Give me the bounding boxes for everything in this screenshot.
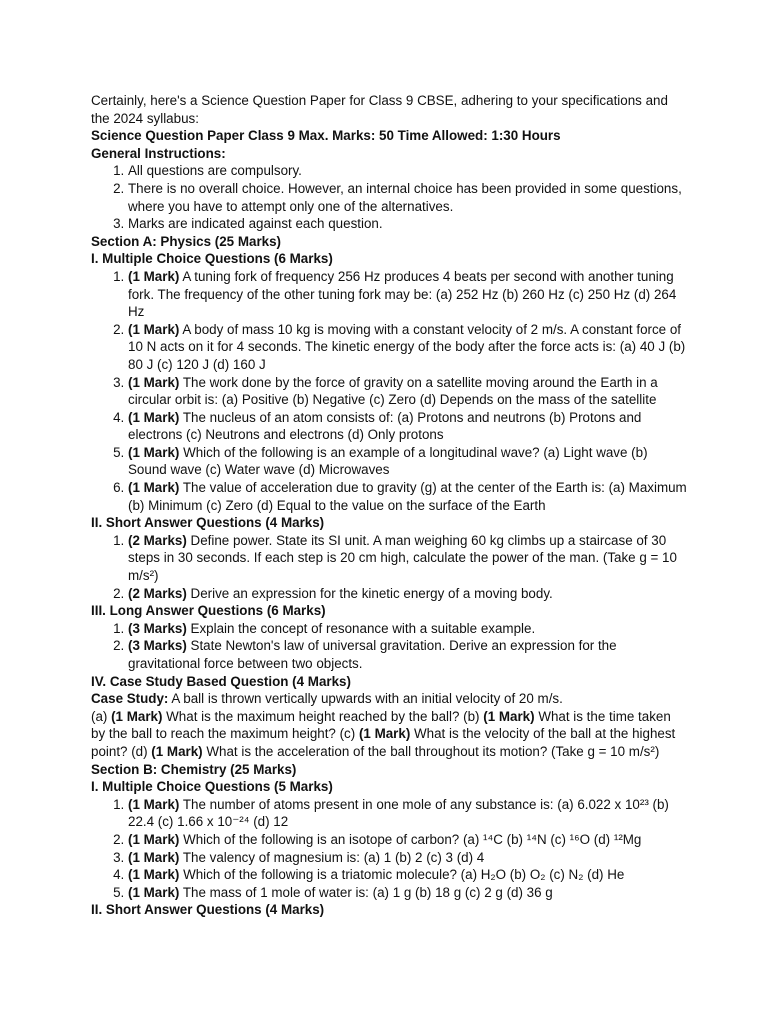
question-text: Which of the following is an example of a longitudinal wave? (a) Light wave (b) Sound wave (c) Water wave (d) Microwaves <box>128 444 648 478</box>
marks-label: (1 Mark) <box>128 444 180 460</box>
marks-label: (1 Mark) <box>358 726 411 742</box>
question-text: Derive an expression for the kinetic energy of a moving body. <box>186 585 553 601</box>
question-text: A tuning fork of frequency 256 Hz produces 4 beats per second with another tuning fork. The frequency of the other tuning fork may be: (a) 252 Hz (b) 260 Hz (c) 250 Hz (d) 264 Hz <box>128 268 677 320</box>
marks-label: (1 Mark) <box>128 409 180 425</box>
marks-label: (1 Mark) <box>128 849 180 865</box>
question-text: Explain the concept of resonance with a suitable example. <box>186 620 536 636</box>
marks-label: (1 Mark) <box>128 867 180 883</box>
case-q-text: What is the maximum height reached by the ball? (b) <box>162 708 484 724</box>
question-item <box>128 884 687 902</box>
physics-short-list <box>91 532 687 602</box>
question-item <box>128 849 687 867</box>
marks-label: (1 Mark) <box>151 743 203 759</box>
case-q-prefix: (a) <box>91 708 112 724</box>
physics-mcq-heading: I. Multiple Choice Questions (6 Marks) <box>91 251 333 267</box>
question-item <box>128 532 687 585</box>
marks-label: (3 Marks) <box>128 620 187 636</box>
physics-short-heading: II. Short Answer Questions (4 Marks) <box>91 515 325 531</box>
case-study-questions <box>91 708 687 761</box>
marks-label: (1 Mark) <box>128 321 180 337</box>
section-a-heading: Section A: Physics (25 Marks) <box>91 233 282 249</box>
question-paper <box>91 92 687 919</box>
marks-label: (1 Mark) <box>128 480 180 496</box>
case-q-text: What is the time taken by the ball to reach the maximum height? (c) <box>91 708 671 742</box>
physics-long-heading: III. Long Answer Questions (6 Marks) <box>91 603 326 619</box>
question-item <box>128 444 687 479</box>
general-instructions-heading: General Instructions: <box>91 145 226 161</box>
physics-mcq-list <box>91 268 687 514</box>
paper-title: Science Question Paper Class 9 Max. Marks: 50 Time Allowed: 1:30 Hours <box>91 128 561 144</box>
question-item <box>128 409 687 444</box>
question-item <box>128 321 687 374</box>
question-item <box>128 866 687 884</box>
question-item <box>128 479 687 514</box>
case-study-text: A ball is thrown vertically upwards with an initial velocity of 20 m/s. <box>168 691 563 707</box>
instruction-item: 1. All questions are compulsory. <box>128 162 687 180</box>
question-item <box>128 637 687 672</box>
case-q-text: What is the velocity of the ball at the highest point? (d) <box>91 726 676 759</box>
question-text: Which of the following is an isotope of carbon? (a) ¹⁴C (b) ¹⁴N (c) ¹⁶O (d) ¹²Mg <box>179 831 642 847</box>
question-text: The number of atoms present in one mole of any substance is: (a) 6.022 x 10²³ (b) 22.4 (c) 1.66 x 10⁻²⁴ (d) 12 <box>128 796 669 830</box>
case-study-heading: IV. Case Study Based Question (4 Marks) <box>91 673 351 689</box>
question-item <box>128 374 687 409</box>
marks-label: (2 Marks) <box>128 532 187 548</box>
marks-label: (1 Mark) <box>128 831 180 847</box>
question-text: State Newton's law of universal gravitation. Derive an expression for the gravitational force between two objects. <box>128 638 617 671</box>
case-study-intro <box>91 690 687 708</box>
intro-text: Certainly, here's a Science Question Paper for Class 9 CBSE, adhering to your specifications and the 2024 syllabus: <box>91 93 668 126</box>
question-text: The nucleus of an atom consists of: (a) Protons and neutrons (b) Protons and electrons (c) Neutrons and electrons (d) Only protons <box>128 409 642 443</box>
case-study-label: Case Study: <box>91 691 169 707</box>
question-item <box>128 585 687 603</box>
question-text: The work done by the force of gravity on a satellite moving around the Earth in a circular orbit is: (a) Positive (b) Negative (c) Zero (d) Depends on the mass of the satellite <box>128 374 658 408</box>
question-text: A body of mass 10 kg is moving with a constant velocity of 2 m/s. A constant force of 10 N acts on it for 4 seconds. The kinetic energy of the body after the force acts is: (a) 40 J (b) 80 J (c) 120 J (d) 160 J <box>128 321 686 372</box>
marks-label: (1 Mark) <box>111 708 163 724</box>
question-text: The value of acceleration due to gravity (g) at the center of the Earth is: (a) Maximum (b) Minimum (c) Zero (d) Equal to the value on the surface of the Earth <box>128 480 687 513</box>
marks-label: (1 Mark) <box>128 796 180 812</box>
physics-long-list <box>91 620 687 673</box>
question-text: Which of the following is a triatomic molecule? (a) H₂O (b) O₂ (c) N₂ (d) He <box>179 867 625 883</box>
question-item <box>128 831 687 849</box>
question-item <box>128 796 687 831</box>
question-text: The valency of magnesium is: (a) 1 (b) 2 (c) 3 (d) 4 <box>179 849 485 865</box>
marks-label: (2 Marks) <box>128 585 187 601</box>
question-item <box>128 620 687 638</box>
instruction-item: 3. Marks are indicated against each question. <box>128 215 687 233</box>
chemistry-short-heading: II. Short Answer Questions (4 Marks) <box>91 902 325 918</box>
case-q-text: What is the acceleration of the ball throughout its motion? (Take g = 10 m/s²) <box>202 743 660 759</box>
question-item <box>128 268 687 321</box>
marks-label: (1 Mark) <box>128 268 180 284</box>
general-instructions-list <box>91 162 687 232</box>
chemistry-mcq-heading: I. Multiple Choice Questions (5 Marks) <box>91 779 333 795</box>
marks-label: (1 Mark) <box>128 884 180 900</box>
section-b-heading: Section B: Chemistry (25 Marks) <box>91 761 297 777</box>
marks-label: (1 Mark) <box>483 708 535 724</box>
marks-label: (1 Mark) <box>128 374 180 390</box>
question-text: The mass of 1 mole of water is: (a) 1 g (b) 18 g (c) 2 g (d) 36 g <box>179 884 553 900</box>
chemistry-mcq-list <box>91 796 687 902</box>
marks-label: (3 Marks) <box>128 638 187 654</box>
instruction-item: 2. There is no overall choice. However, an internal choice has been provided in some questions, where you have to attempt only one of the alternatives. <box>128 180 687 215</box>
question-text: Define power. State its SI unit. A man weighing 60 kg climbs up a staircase of 30 steps in 30 seconds. If each step is 20 cm high, calculate the power of the man. (Take g = 10 m/s²) <box>128 532 677 584</box>
